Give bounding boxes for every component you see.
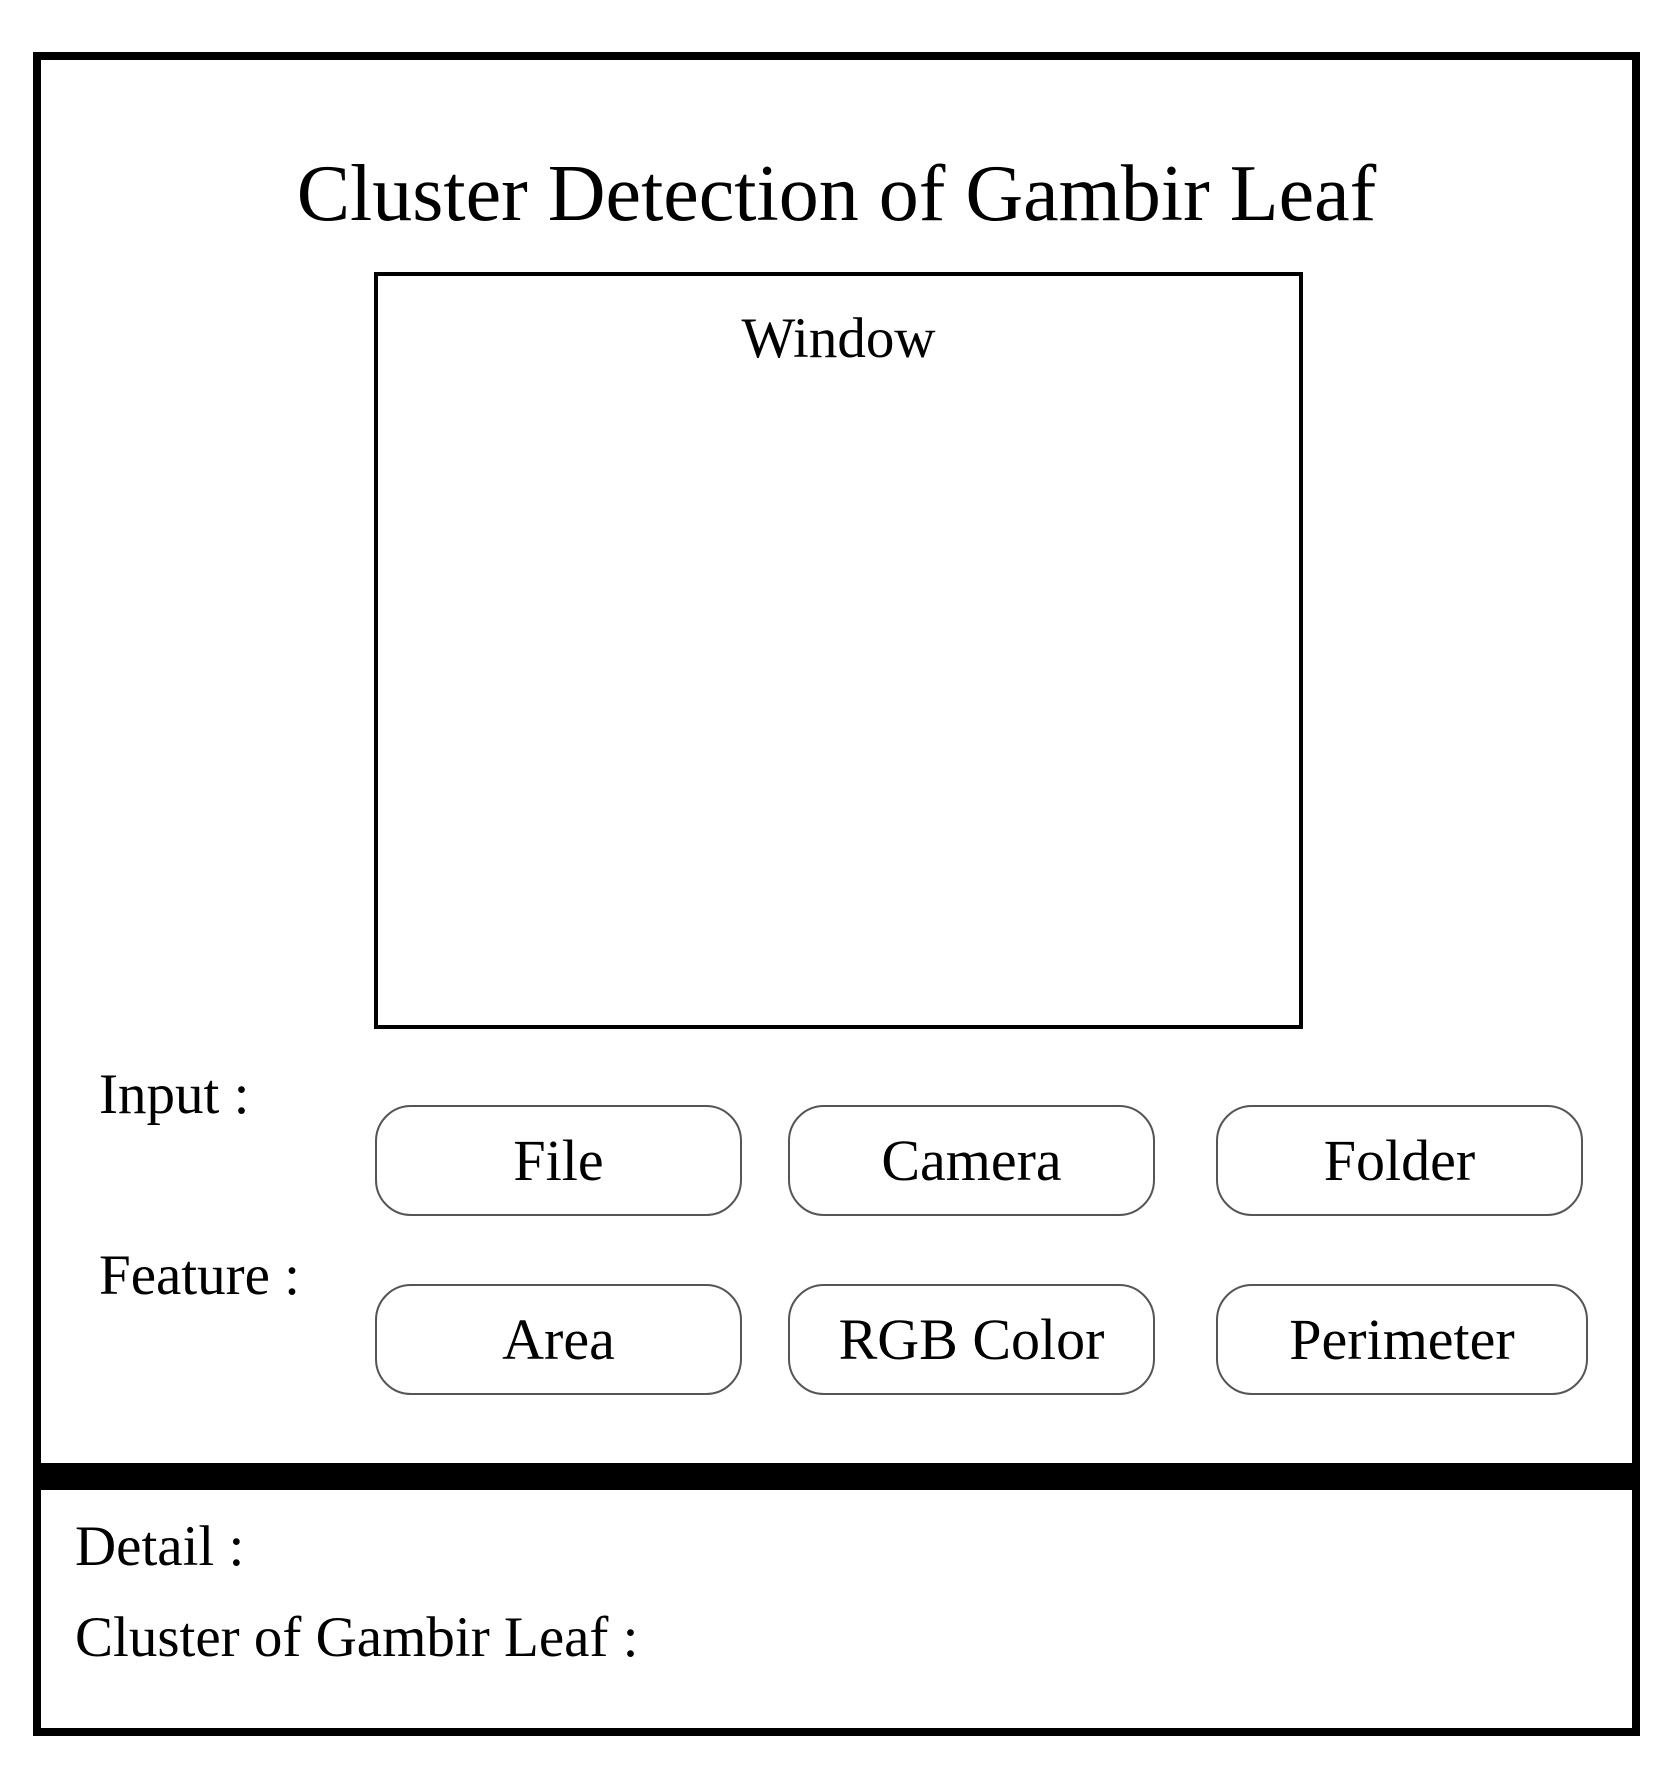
detail-panel [41,1490,1632,1728]
camera-button[interactable]: Camera [788,1105,1155,1216]
detail-label: Detail : [75,1515,245,1578]
rgb-color-button[interactable]: RGB Color [788,1284,1155,1395]
app-title: Cluster Detection of Gambir Leaf [296,150,1377,238]
panel-divider [41,1463,1632,1490]
perimeter-button[interactable]: Perimeter [1216,1284,1588,1395]
cluster-result-label: Cluster of Gambir Leaf : [75,1606,639,1669]
app-window [33,52,1640,1736]
folder-button[interactable]: Folder [1216,1105,1583,1216]
image-window-label: Window [741,307,936,370]
area-button[interactable]: Area [375,1284,742,1395]
image-display-window [374,272,1303,1029]
file-button[interactable]: File [375,1105,742,1216]
input-label: Input : [99,1063,250,1126]
feature-label: Feature : [99,1244,301,1307]
main-panel [41,60,1632,1463]
